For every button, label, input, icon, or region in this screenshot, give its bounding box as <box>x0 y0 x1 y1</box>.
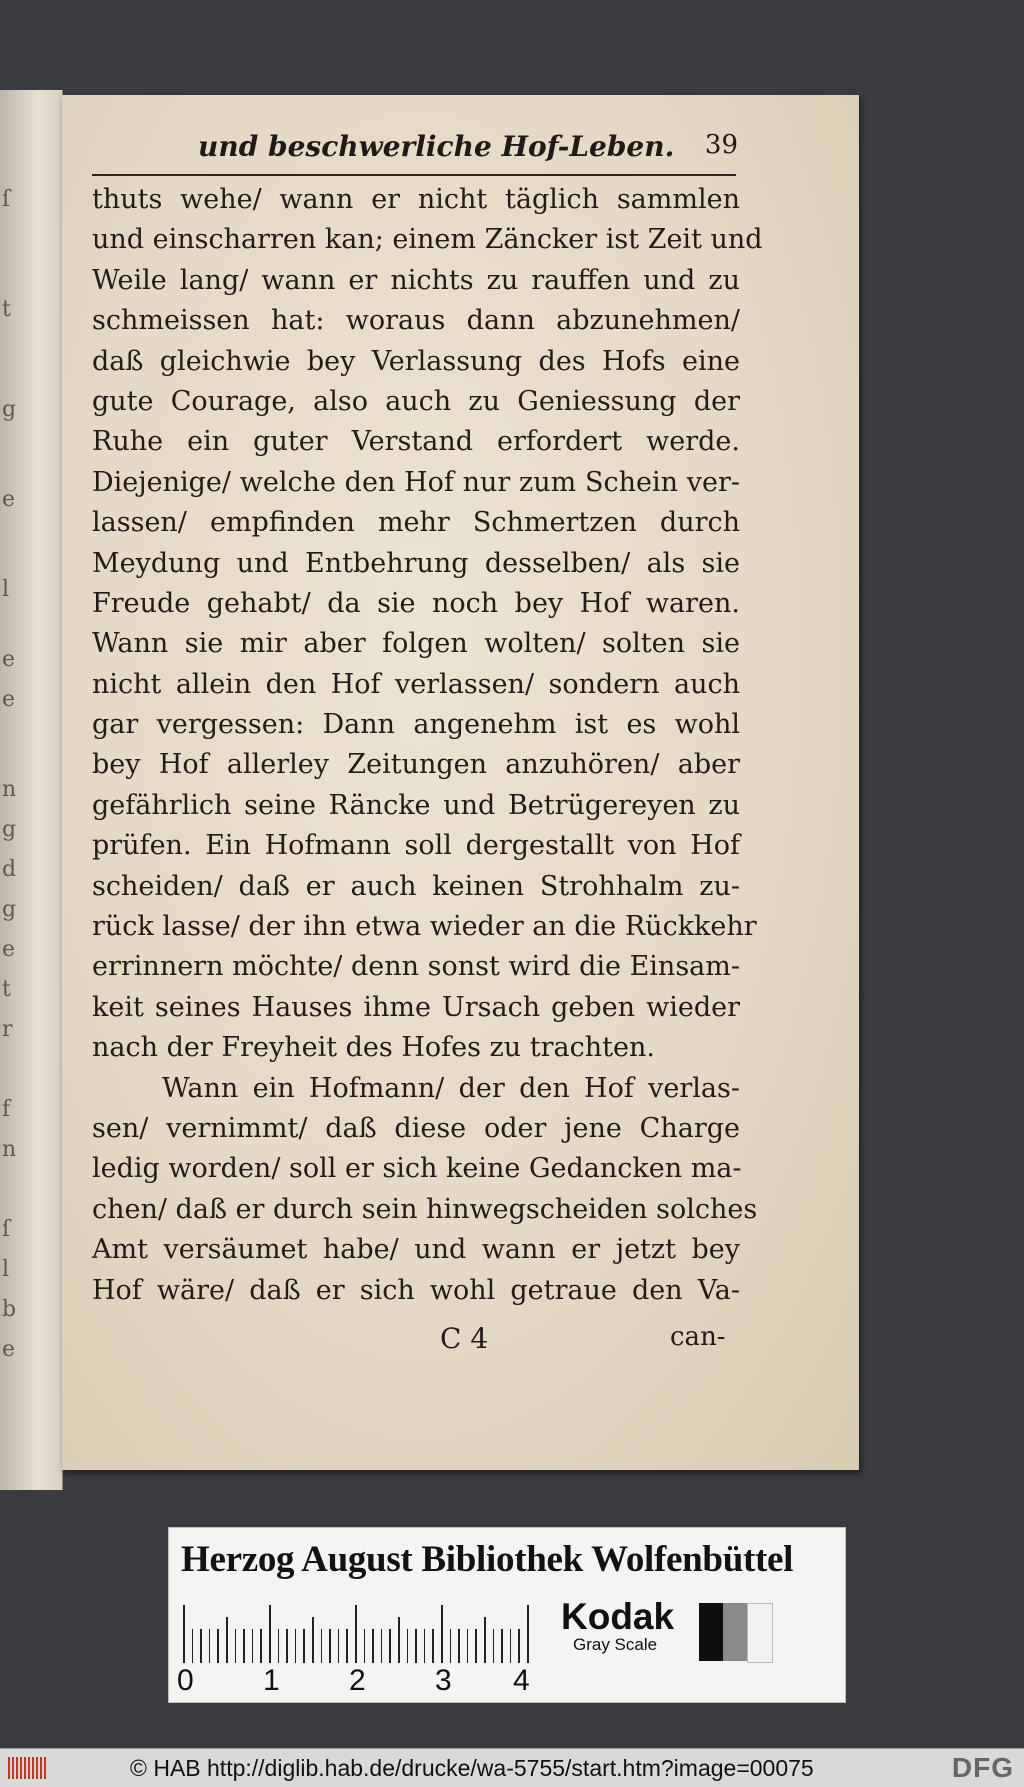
ruler-tick <box>269 1605 271 1663</box>
text-line: prüfen. Ein Hofmann soll dergestallt von Hof <box>92 830 740 862</box>
ruler-tick <box>329 1629 331 1663</box>
kodak-logo: Kodak <box>561 1596 675 1637</box>
running-head-title: und beschwerliche Hof-Leben. <box>198 130 675 163</box>
ruler-tick <box>484 1617 486 1663</box>
scale-number: 3 <box>435 1664 452 1697</box>
ruler-tick <box>346 1629 348 1663</box>
cropped-glyph: e <box>2 1337 16 1362</box>
ruler-tick <box>192 1629 194 1663</box>
ruler-tick <box>235 1629 237 1663</box>
ruler-tick <box>493 1629 495 1663</box>
text-line: keit seines Hauses ihme Ursach geben wieder <box>92 991 740 1023</box>
scale-number: 2 <box>349 1664 366 1697</box>
ruler-tick <box>510 1629 512 1663</box>
ruler-tick <box>398 1617 400 1663</box>
ruler-tick <box>286 1629 288 1663</box>
ruler-tick <box>217 1629 219 1663</box>
text-line: Weile lang/ wann er nichts zu rauffen und zu <box>92 264 740 296</box>
cropped-glyph: ſ <box>2 1217 11 1242</box>
gray-swatch-mid <box>723 1603 747 1661</box>
running-head <box>138 130 738 170</box>
body-text <box>92 180 763 1311</box>
ruler-tick <box>372 1629 374 1663</box>
text-line: nicht allein den Hof verlassen/ sondern auch <box>92 668 740 700</box>
catchword: can- <box>670 1322 726 1352</box>
citation-link[interactable]: © HAB http://diglib.hab.de/drucke/wa-5755/start.htm?image=00075 <box>130 1755 814 1781</box>
cropped-glyph: e <box>2 687 16 712</box>
text-line: ledig worden/ soll er sich keine Gedancken ma- <box>92 1153 742 1185</box>
text-line: Diejenige/ welche den Hof nur zum Schein ver- <box>92 466 740 498</box>
ruler-tick <box>415 1629 417 1663</box>
text-line: bey Hof allerley Zeitungen anzuhören/ aber <box>92 749 740 781</box>
cropped-glyph: ſ <box>2 187 11 212</box>
text-line: chen/ daß er durch sein hinwegscheiden solches <box>92 1193 758 1225</box>
ruler-tick <box>303 1629 305 1663</box>
cropped-glyph: g <box>2 397 17 422</box>
text-line: schmeissen hat: woraus dann abzunehmen/ <box>92 305 740 337</box>
gray-swatch-white <box>747 1603 773 1663</box>
text-line: lassen/ empfinden mehr Schmertzen durch <box>92 507 740 539</box>
ruler-tick <box>321 1629 323 1663</box>
text-line: nach der Freyheit des Hofes zu trachten. <box>92 1032 655 1064</box>
ruler-tick <box>226 1617 228 1663</box>
signature-mark: C 4 <box>440 1322 489 1355</box>
text-line: thuts wehe/ wann er nicht täglich sammlen <box>92 184 740 215</box>
text-line: scheiden/ daß er auch keinen Strohhalm zu- <box>92 870 740 902</box>
text-line: Amt versäumet habe/ und wann er jetzt bey <box>92 1234 740 1266</box>
ruler-tick <box>355 1605 357 1663</box>
ruler-tick <box>312 1617 314 1663</box>
text-line: gefährlich seine Räncke und Betrügereyen zu <box>92 789 740 821</box>
ruler-tick <box>278 1629 280 1663</box>
ruler-tick <box>260 1629 262 1663</box>
ruler-tick <box>424 1629 426 1663</box>
header-rule <box>92 174 736 176</box>
cropped-glyph: e <box>2 487 16 512</box>
ruler-tick <box>475 1629 477 1663</box>
ruler-tick <box>501 1629 503 1663</box>
text-line: Hof wäre/ daß er sich wohl getraue den Va- <box>92 1274 740 1306</box>
ruler-tick <box>243 1629 245 1663</box>
text-line: Wann sie mir aber folgen wolten/ solten sie <box>92 628 740 660</box>
gray-swatch-black <box>699 1603 723 1661</box>
text-line: gar vergessen: Dann angenehm ist es wohl <box>92 709 740 741</box>
cropped-glyph: e <box>2 937 16 962</box>
text-line: Ruhe ein guter Verstand erfordert werde. <box>92 426 740 458</box>
ruler-tick <box>441 1605 443 1663</box>
text-line: rück lasse/ der ihn etwa wieder an die Rückkehr <box>92 911 757 943</box>
cropped-glyph: r <box>2 1017 13 1042</box>
cropped-glyph: l <box>2 577 10 602</box>
scale-number: 4 <box>513 1664 530 1697</box>
cropped-glyph: f <box>2 1097 11 1122</box>
ruler-tick <box>209 1629 211 1663</box>
text-line: Meydung und Entbehrung desselben/ als sie <box>92 547 740 579</box>
text-line: und einscharren kan; einem Zäncker ist Zeit und <box>92 224 763 256</box>
text-line: gute Courage, also auch zu Geniessung der <box>92 385 740 417</box>
dfg-logo: DFG <box>951 1752 1014 1783</box>
text-line: sen/ vernimmt/ daß diese oder jene Charge <box>92 1112 740 1144</box>
library-name: Herzog August Bibliothek Wolfenbüttel <box>181 1539 794 1580</box>
text-line: daß gleichwie bey Verlassung des Hofs eine <box>92 345 740 377</box>
ruler-tick <box>381 1629 383 1663</box>
ruler-tick <box>518 1629 520 1663</box>
cropped-glyph: l <box>2 1257 10 1282</box>
ruler-tick <box>200 1629 202 1663</box>
scale-number: 1 <box>263 1664 280 1697</box>
footer-bar <box>0 1748 1024 1787</box>
left-page-edge <box>0 90 63 1490</box>
ruler-tick <box>389 1629 391 1663</box>
cropped-glyph: b <box>2 1297 17 1322</box>
ruler-scale <box>183 1603 538 1663</box>
ruler-tick <box>338 1629 340 1663</box>
library-color-card <box>168 1527 846 1703</box>
text-line: Wann ein Hofmann/ der den Hof verlas- <box>162 1072 740 1104</box>
cropped-glyph: g <box>2 817 17 842</box>
scale-number: 0 <box>177 1664 194 1697</box>
text-line: errinnern möchte/ denn sonst wird die Einsam- <box>92 951 740 983</box>
ruler-tick <box>252 1629 254 1663</box>
cropped-glyph: g <box>2 897 17 922</box>
barcode-icon <box>8 1757 46 1779</box>
ruler-tick <box>364 1629 366 1663</box>
ruler-tick <box>450 1629 452 1663</box>
page-number: 39 <box>704 130 738 160</box>
cropped-glyph: n <box>2 777 17 802</box>
text-line: Freude gehabt/ da sie noch bey Hof waren. <box>92 587 740 619</box>
gray-scale-label: Gray Scale <box>573 1635 658 1654</box>
ruler-tick <box>527 1605 529 1663</box>
cropped-glyph: d <box>2 857 17 882</box>
ruler-tick <box>467 1629 469 1663</box>
ruler-tick <box>407 1629 409 1663</box>
ruler-tick <box>458 1629 460 1663</box>
cropped-glyph: t <box>2 977 11 1002</box>
ruler-tick <box>432 1629 434 1663</box>
cropped-glyph: t <box>2 297 11 322</box>
cropped-glyph: n <box>2 1137 17 1162</box>
cropped-glyph: e <box>2 647 16 672</box>
ruler-tick <box>183 1605 185 1663</box>
ruler-tick <box>295 1629 297 1663</box>
